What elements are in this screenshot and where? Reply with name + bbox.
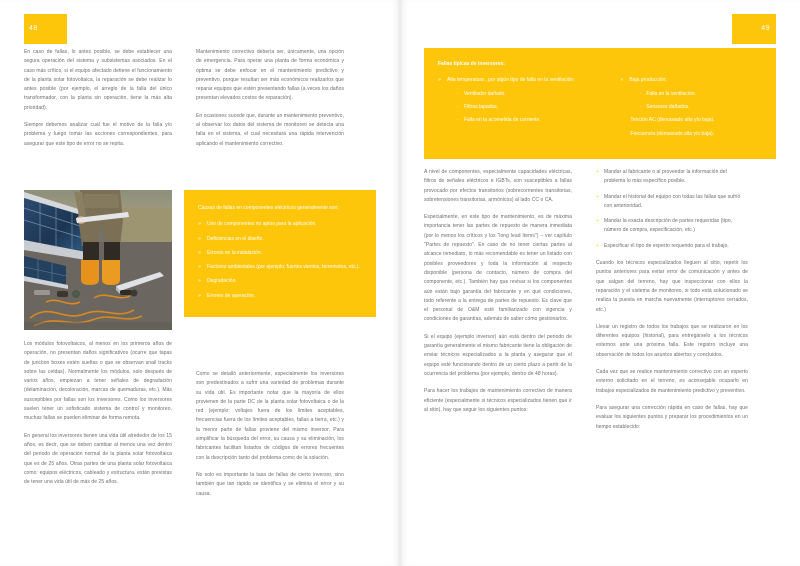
paragraph: Si el equipo (ejemplo inversor) aún está dentro del periodo de garantía generalmente el mismo fabricante tiene la obligación de enviar técnicos especializados a la planta y asegurar que el equipo esté funcionando dentro de un cierto plazo a partir de la ocurrencia del problema (por ejemplo, dentro de 48 horas). [424,333,572,377]
paragraph: Para asegurar una corrección rápida en caso de fallas, hay que evaluar los siguientes puntos y preparar los procedimientos en un tiempo establecido: [596,404,748,430]
procedure-bullet-list [596,168,748,251]
left-column2-lower [196,370,344,499]
callout-list-item [198,263,362,272]
callout-list-item [198,277,362,286]
paragraph: Siempre debemos analizar cuál fue el motivo de la falla y/o problema y luego tomar las acciones correspondientes, para asegurar que este tipo de error no se repita. [24,122,172,147]
callout-item-label: Uso de componentes no aptos para la aplicación. [207,221,317,228]
callout-list [620,76,762,112]
callout-plain-line: Frecuencia (demasiado alta y/o baja). [630,131,715,138]
callout-column-left [438,76,606,144]
left-callout-causas-de-fallas [184,190,376,317]
paragraph: En caso de fallas, lo antes posible, se debe establecer una segura operación del sistema y subsistemas asociados. En el caso más crítico, si el equipo afectado detiene el funcionamiento de la planta solar fotovoltaica, la reparación se debe realizar lo antes posible (por ejemplo, el arreglo de la falla del único transformador, con la planta sin operación, tiene la más alta prioridad). [24,49,172,111]
procedure-list-item [596,217,748,236]
left-column2-top [196,48,344,149]
chevron-bullet-icon: » [198,221,201,228]
callout-item-label: Errores de operación. [207,292,256,299]
chevron-bullet-icon: » [596,218,599,225]
procedure-item-label: Mandar la exacta descripción de partes requeridas (tipo, número de compra, especificación, etc.) [604,218,733,234]
chevron-bullet-icon: » [198,278,201,285]
chevron-bullet-icon: » [198,264,201,271]
procedure-item-label: Especificar el tipo de experto requerido para el trabajo. [604,242,729,249]
callout-item-label: Errores en la instalación. [207,249,263,256]
folio-left: 48 [24,14,67,44]
callout-intro: Causas de fallas en componentes eléctricos generalmente son: [198,205,339,211]
dot-bullet-icon: · [457,117,459,124]
callout-sublist-item [457,90,606,99]
callout-subitem-label: Falla en la acometida de corriente. [464,117,541,124]
paragraph: Para hacer los trabajos de mantenimiento correctivo de manera eficiente (especialmente si técnicos especializados tienen que ir al sitio), hay que seguir los siguientes puntos: [424,388,572,413]
paragraph: Los módulos fotovoltaicos, al menos en los primeros años de operación, no presentan daños significativos (ocurre que tapas de junction boxes estén sueltas o que se observan snail tracks sobre las celdas). Normalmente los módulos, solo después de varios años, empiezan a tener señales de degradación (delaminación, decoloración, marcas de quemaduras, etc.). Más susceptibles por fallas son los inversores. Como los inversores suelen tener un sofisticado sistema de control y monitoreo, muchas fallas se pueden eliminar de forma remota. [24,341,172,422]
callout-subitem-label: Ventilador dañado. [464,90,506,97]
left-column1-top [24,48,172,149]
callout-plain-line: Tención AC (demasiado alta y/o baja). [630,117,715,124]
callout-list-item [198,235,362,244]
procedure-list-item [596,168,748,187]
callout-subitem-label: Sensores dañados. [646,103,690,110]
callout-title: Fallas típicas de inversores: [438,61,505,67]
callout-sublist [629,90,762,113]
photo-illustration [24,190,172,330]
dot-bullet-icon: · [457,90,459,97]
procedure-item-label: Mandar el historial del equipo con todas las fallas que sufrió con anterioridad. [604,193,741,209]
chevron-bullet-icon: » [620,77,624,84]
chevron-bullet-icon: » [198,235,201,242]
right-column1 [424,168,572,415]
chevron-bullet-icon: » [596,169,599,175]
callout-sublist-item [639,103,762,112]
folio-right: 49 [732,14,776,44]
callout-list [438,76,606,125]
photo-technician-solar-panels [24,190,172,330]
paragraph: En general los inversores tienen una vida útil alrededor de los 15 años, es decir, que se deben cambiar al menos una vez dentro del periodo de operación normal de la planta solar fotovoltaica que es de 25 años. Otras partes de una planta solar fotovoltaica como: equipos eléctricos, cableado y estructura, están previstas de tener una vida útil de más de 25 años. [24,432,172,486]
callout-item-label: Degradación. [207,278,237,285]
callout-list-item [620,76,762,112]
procedure-list-item [596,193,748,212]
paragraph: Llevar un registro de todos los trabajos que se realizaron en los diferentes equipos (historial), para entregárselo a los técnicos externos ante una próxima falla. Este registro incluye una observación de todos los asuntos abiertos y concluidos. [596,323,748,358]
callout-list-item [438,76,606,125]
callout-item-label: Alta temperatura , por algún tipo de falla en la ventilación: [447,77,575,84]
callout-list-item [198,292,362,301]
callout-item-label: Factores ambientales (por ejemplo, fuertes vientos, terremotos, etc.). [207,264,360,271]
paragraph: A nivel de componentes, especialmente capacidades eléctricas, filtros de señales eléctricos e IGBTs, son susceptibles a fallas provocado por efectos transitorios (sobrecorrientes transitorias, sobretensiones transitorias, armónicos) al lado CC o CA. [424,169,572,203]
left-column1-lower [24,340,172,487]
page-right [400,0,800,566]
callout-subitem-label: Falla en la ventilación. [646,90,696,97]
paragraph: Como se detalló anteriormente, especialmente los inversores son predestinados a sufrir una variedad de problemas durante su vida útil. Es importante notar que la mayoría de ellos provienen de la parte DC de la planta solar fotovoltaica o de la red (ejemplo: voltajes fuera de los límites aceptables, frecuencias fuera de los límites aceptables, fallas a tierra, etc.) y la menor parte de fallas proviene del mismo inversor. Para simplificar la búsqueda del error, su causa y su eliminación, los fabricantes facilitan listados de códigos de errores frecuentes con la descripción tanto del problema como de la solución. [196,371,344,461]
chevron-bullet-icon: » [596,193,599,200]
callout-sublist [447,90,606,126]
callout-columns [438,76,762,144]
callout-sublist-item [639,90,762,99]
callout-list [198,220,362,301]
paragraph: En ocasiones sucede que, durante un mantenimiento preventivo, al observar los datos del sistema de monitoreo se detecta una falla en el sistema, el cual necesitará una rápida intervención aplicando el mantenimiento correctivo. [196,112,344,147]
chevron-bullet-icon: » [438,77,441,84]
right-callout-fallas-tipicas [424,48,776,159]
procedure-item-label: Mandar al fabricante o al proveedor la información del problema lo más específico posible. [604,169,727,185]
paragraph: Mantenimiento correctivo debería ser, únicamente, una opción de emergencia. Para operar una planta de forma económica y óptima se debe enfocar en el mantenimiento predictivo y preventivo, porque resultan ser más económicos realizarlos que reparar equipos que estén presentando fallas (a veces los daños presentan elevados costos de reparación). [196,49,344,102]
chevron-bullet-icon: » [198,249,201,256]
callout-subitem-label: Filtros tapados. [464,103,499,110]
callout-sublist-item [457,116,606,125]
callout-list-item [198,249,362,258]
callout-column-right [620,76,762,144]
procedure-list-item [596,242,748,251]
paragraph: Cuando los técnicos especializados lleguen al sitio, repetir los puntos anteriores para evitar error de comunicación y antes de que salgan del terreno, hay que inspeccionar con ellos la reparación y el sistema de monitoreo, si todo está solucionado se realiza la puesta en marcha nuevamente (interruptores cerrados, etc.) [596,260,748,313]
paragraph: Cada vez que se realice mantenimiento correctivo con un experto externo solicitado en el terreno, es aconsejable ocuparlo en trabajos especializados de mantenimiento predictivo y preventivo. [596,369,748,394]
paragraph: No solo es importante la tasa de fallas de cierto inversor, sino también que tan rápido se identifica y se elimina el error y su causa. [196,471,344,497]
dot-bullet-icon: · [639,90,642,97]
dot-bullet-icon: · [457,103,459,110]
callout-item-label: Deficiencias en el diseño. [207,235,264,242]
callout-item-label: Baja producción: [629,77,667,84]
paragraph: Especialmente, en este tipo de mantenimiento, es de máxima importancia tener las partes de repuesto de manera inmediata (por lo menos los críticos y los "long lead ítems") – ver capítulo "Partes de repuesto". En caso de no tener ciertas partes al alcance inmediato, lo más recomendable es tener un listado con posibles proveedores y toda la información al respecto disponible (persona de contacto, número de compra del componente, etc.). También hay que revisar si los componentes aún están bajo garantía del fabricante y en qué condiciones, todo referente a la entrega de partes de repuesto. Es clave que el personal de O&M esté familiarizado con vigencia y condiciones de garantías, además de saber cómo gestionarlos. [424,214,572,323]
callout-sublist-item [457,103,606,112]
dot-bullet-icon: · [639,103,642,110]
callout-list-item [198,220,362,229]
chevron-bullet-icon: » [596,242,599,249]
right-column2 [596,168,748,432]
chevron-bullet-icon: » [198,292,201,299]
